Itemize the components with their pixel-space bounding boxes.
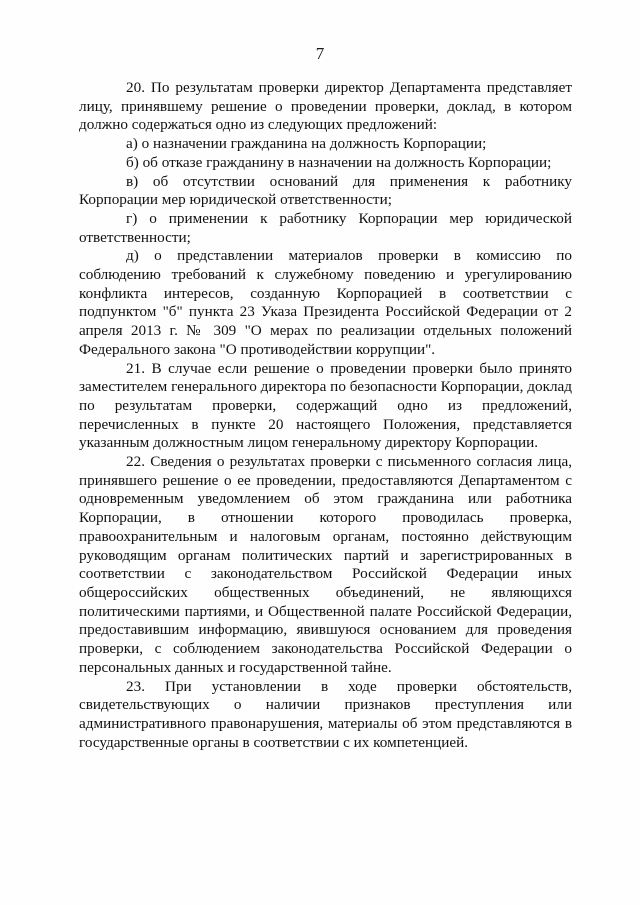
paragraph-20-item-v: в) об отсутствии оснований для применения к работнику Корпорации мер юридической ответственности; — [79, 172, 572, 209]
paragraph-20-item-d: д) о представлении материалов проверки в комиссию по соблюдению требований к служебному поведению и урегулированию конфликта интересов, созданную Корпорацией в соответствии с подпунктом "б" пункта 23 Указа Президента Российской Федерации от 2 апреля 2013 г. № 309 "О мерах по реализации отдельных положений Федерального закона "О противодействии коррупции". — [79, 247, 572, 358]
paragraph-20: 20. По результатам проверки директор Департамента представляет лицу, принявшему решение о проведении проверки, доклад, в котором должно содержаться одно из следующих предложений: — [79, 79, 572, 134]
paragraph-20-item-a: а) о назначении гражданина на должность Корпорации; — [126, 135, 487, 153]
paragraph-20-item-b: б) об отказе гражданину в назначении на должность Корпорации; — [126, 153, 552, 171]
paragraph-23: 23. При установлении в ходе проверки обстоятельств, свидетельствующих о наличии признаков преступления или административного правонарушения, материалы об этом представляются в государственные органы в соответствии с их компетенцией. — [79, 677, 572, 751]
paragraph-20-item-g: г) о применении к работнику Корпорации мер юридической ответственности; — [79, 209, 572, 246]
page-number: 7 — [315, 44, 325, 63]
paragraph-21: 21. В случае если решение о проведении проверки было принято заместителем генерального директора по безопасности Корпорации, доклад по результатам проверки, содержащий одно из предложений, перечисленных в пункте 20 настоящего Положения, представляется указанным должностным лицом генеральному директору Корпорации. — [79, 359, 573, 452]
paragraph-22: 22. Сведения о результатах проверки с письменного согласия лица, принявшего решение о ее проведении, предоставляются Департаментом с одновременным уведомлением об этом гражданина или работника Корпорации, в отношении которого проводилась проверка, правоохранительным и налоговым органам, постоянно действующим руководящим органам политических партий и зарегистрированных в соответствии с законодательством Российской Федерации иных общероссийских общественных объединений, не являющихся политическими партиями, и Общественной палате Российской Федерации, предоставившим информацию, явившуюся основанием для проведения проверки, с соблюдением законодательства Российской Федерации о персональных данных и государственной тайне. — [79, 453, 572, 676]
document-body — [79, 79, 572, 752]
